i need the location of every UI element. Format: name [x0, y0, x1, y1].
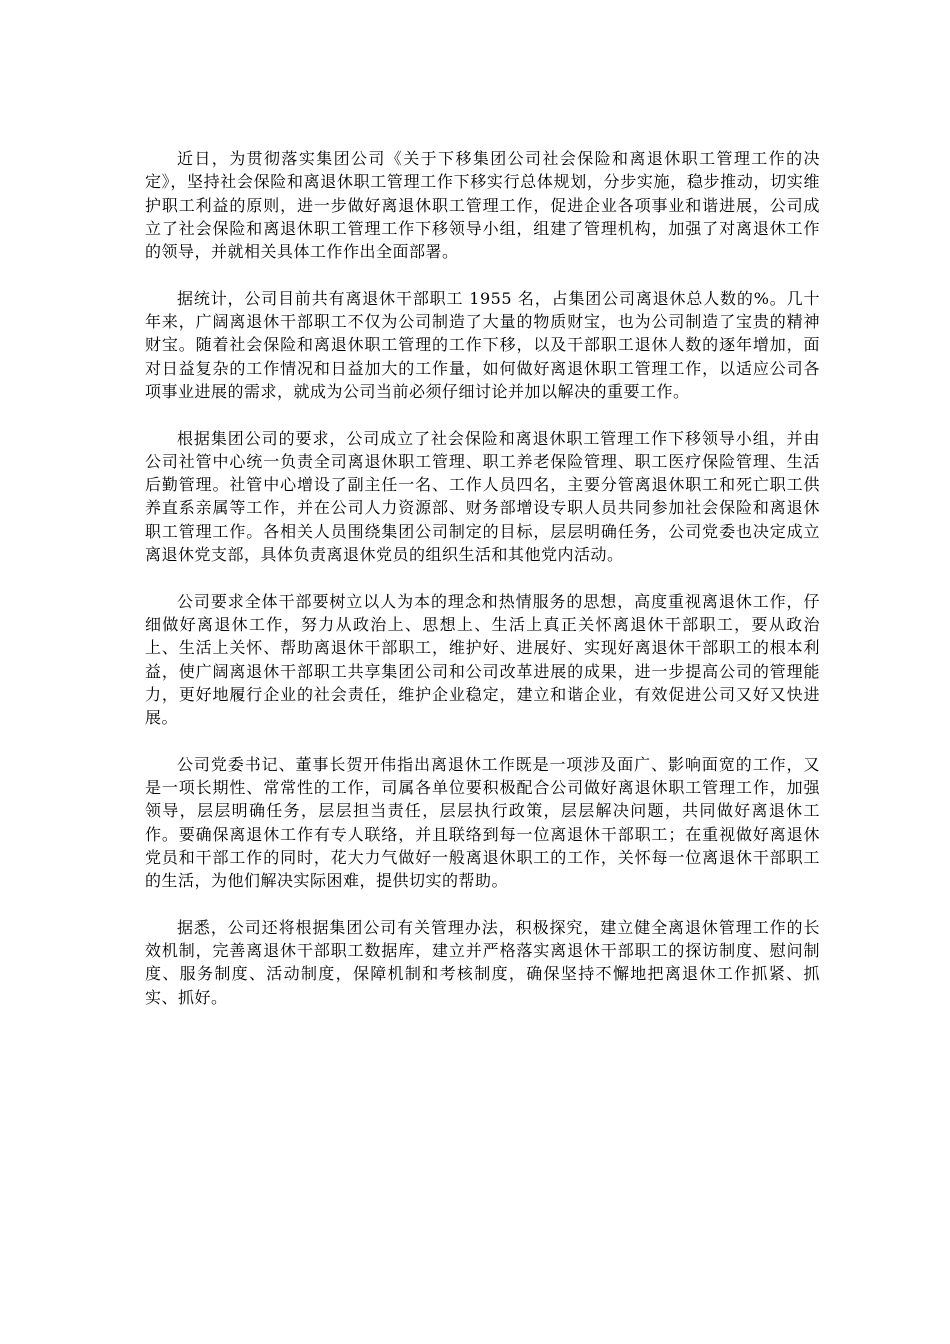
- paragraph-1: 近日，为贯彻落实集团公司《关于下移集团公司社会保险和离退休职工管理工作的决定》，坚持社会保险和离退休职工管理工作下移实行总体规划，分步实施，稳步推动，切实维护职工利益的原则，进一步做好离退休职工管理工作，促进企业各项事业和谐进展，公司成立了社会保险和离退休职工管理工作下移领导小组，组建了管理机构，加强了对离退休工作的领导，并就相关具体工作作出全面部署。: [145, 149, 820, 262]
- paragraph-6: 据悉，公司还将根据集团公司有关管理办法，积极探究，建立健全离退休管理工作的长效机制，完善离退休干部职工数据库，建立并严格落实离退休干部职工的探访制度、慰问制度、服务制度、活动制度，保障机制和考核制度，确保坚持不懈地把离退休工作抓紧、抓实、抓好。: [145, 917, 820, 1007]
- paragraph-5: 公司党委书记、董事长贺开伟指出离退休工作既是一项涉及面广、影响面宽的工作，又是一项长期性、常常性的工作，司属各单位要积极配合公司做好离退休职工管理工作，加强领导，层层明确任务，层层担当责任，层层执行政策，层层解决问题，共同做好离退休工作。要确保离退休工作有专人联络，并且联络到每一位离退休干部职工；在重视做好离退休党员和干部工作的同时，花大力气做好一般离退休职工的工作，关怀每一位离退休干部职工的生活，为他们解决实际困难，提供切实的帮助。: [145, 754, 820, 891]
- paragraph-2: 据统计，公司目前共有离退休干部职工 1955 名，占集团公司离退休总人数的%。几十年来，广阔离退休干部职工不仅为公司制造了大量的物质财宝，也为公司制造了宝贵的精神财宝。随着社会保险和离退休职工管理的工作下移，以及干部职工退休人数的逐年增加，面对日益复杂的工作情况和日益加大的工作量，如何做好离退休职工管理工作，以适应公司各项事业进展的需求，就成为公司当前必须仔细讨论并加以解决的重要工作。: [145, 288, 820, 401]
- document-body: [145, 147, 820, 1032]
- paragraph-3: 根据集团公司的要求，公司成立了社会保险和离退休职工管理工作下移领导小组，并由公司社管中心统一负责全司离退休职工管理、职工养老保险管理、职工医疗保险管理、生活后勤管理。社管中心增设了副主任一名、工作人员四名，主要分管离退休职工和死亡职工供养直系亲属等工作，并在公司人力资源部、财务部增设专职人员共同参加社会保险和离退休职工管理工作。各相关人员围绕集团公司制定的目标，层层明确任务，公司党委也决定成立离退休党支部，具体负责离退休党员的组织生活和其他党内活动。: [145, 428, 820, 565]
- paragraph-4: 公司要求全体干部要树立以人为本的理念和热情服务的思想，高度重视离退休工作，仔细做好离退休工作，努力从政治上、思想上、生活上真正关怀离退休干部职工，要从政治上、生活上关怀、帮助离退休干部职工，维护好、进展好、实现好离退休干部职工的根本利益，使广阔离退休干部职工共享集团公司和公司改革进展的成果，进一步提高公司的管理能力，更好地履行企业的社会责任，维护企业稳定，建立和谐企业，有效促进公司又好又快进展。: [145, 591, 820, 728]
